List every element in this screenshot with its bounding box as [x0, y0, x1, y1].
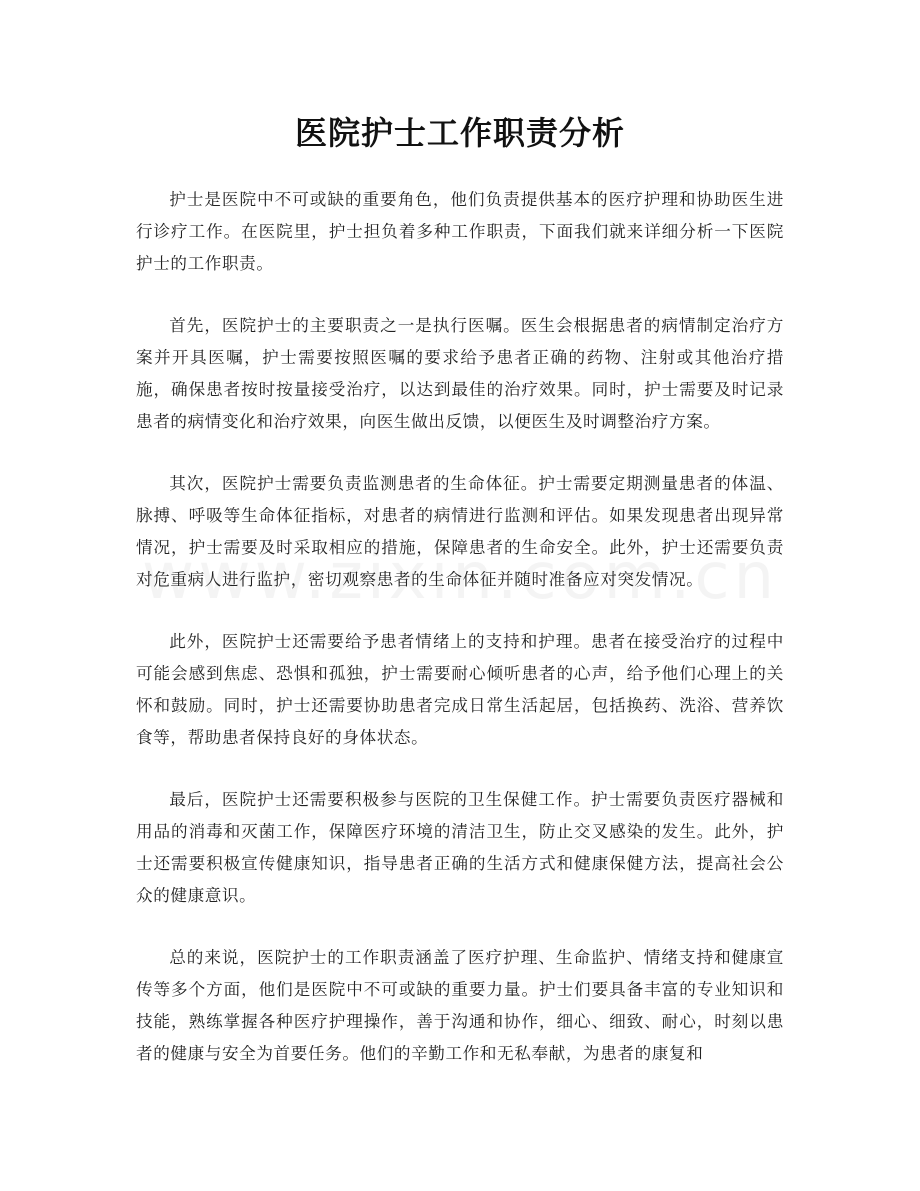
paragraph-summary: 总的来说，医院护士的工作职责涵盖了医疗护理、生命监护、情绪支持和健康宣传等多个方面，他们是医院中不可或缺的重要力量。护士们要具备丰富的专业知识和技能，熟练掌握各种医疗护理操作，善于沟通和协作，细心、细致、耐心，时刻以患者的健康与安全为首要任务。他们的辛勤工作和无私奉献，为患者的康复和: [136, 948, 784, 1063]
paragraph-first: 首先，医院护士的主要职责之一是执行医嘱。医生会根据患者的病情制定治疗方案并开具医嘱，护士需要按照医嘱的要求给予患者正确的药物、注射或其他治疗措施，确保患者按时按量接受治疗，以达到最佳的治疗效果。同时，护士需要及时记录患者的病情变化和治疗效果，向医生做出反馈，以便医生及时调整治疗方案。: [136, 316, 784, 431]
paragraph-second: 其次，医院护士需要负责监测患者的生命体征。护士需要定期测量患者的体温、脉搏、呼吸等生命体征指标，对患者的病情进行监测和评估。如果发现患者出现异常情况，护士需要及时采取相应的措施，保障患者的生命安全。此外，护士还需要负责对危重病人进行监护，密切观察患者的生命体征并随时准备应对突发情况。: [136, 474, 784, 589]
document-body: [136, 184, 784, 1100]
paragraph-intro: 护士是医院中不可或缺的重要角色，他们负责提供基本的医疗护理和协助医生进行诊疗工作。在医院里，护士担负着多种工作职责，下面我们就来详细分析一下医院护士的工作职责。: [136, 190, 784, 273]
paragraph-last: 最后，医院护士还需要积极参与医院的卫生保健工作。护士需要负责医疗器械和用品的消毒和灭菌工作，保障医疗环境的清洁卫生，防止交叉感染的发生。此外，护士还需要积极宣传健康知识，指导患者正确的生活方式和健康保健方法，提高社会公众的健康意识。: [136, 790, 784, 905]
document-title: 医院护士工作职责分析: [294, 114, 625, 152]
paragraph-third: 此外，医院护士还需要给予患者情绪上的支持和护理。患者在接受治疗的过程中可能会感到焦虑、恐惧和孤独，护士需要耐心倾听患者的心声，给予他们心理上的关怀和鼓励。同时，护士还需要协助患者完成日常生活起居，包括换药、洗浴、营养饮食等，帮助患者保持良好的身体状态。: [136, 632, 784, 747]
